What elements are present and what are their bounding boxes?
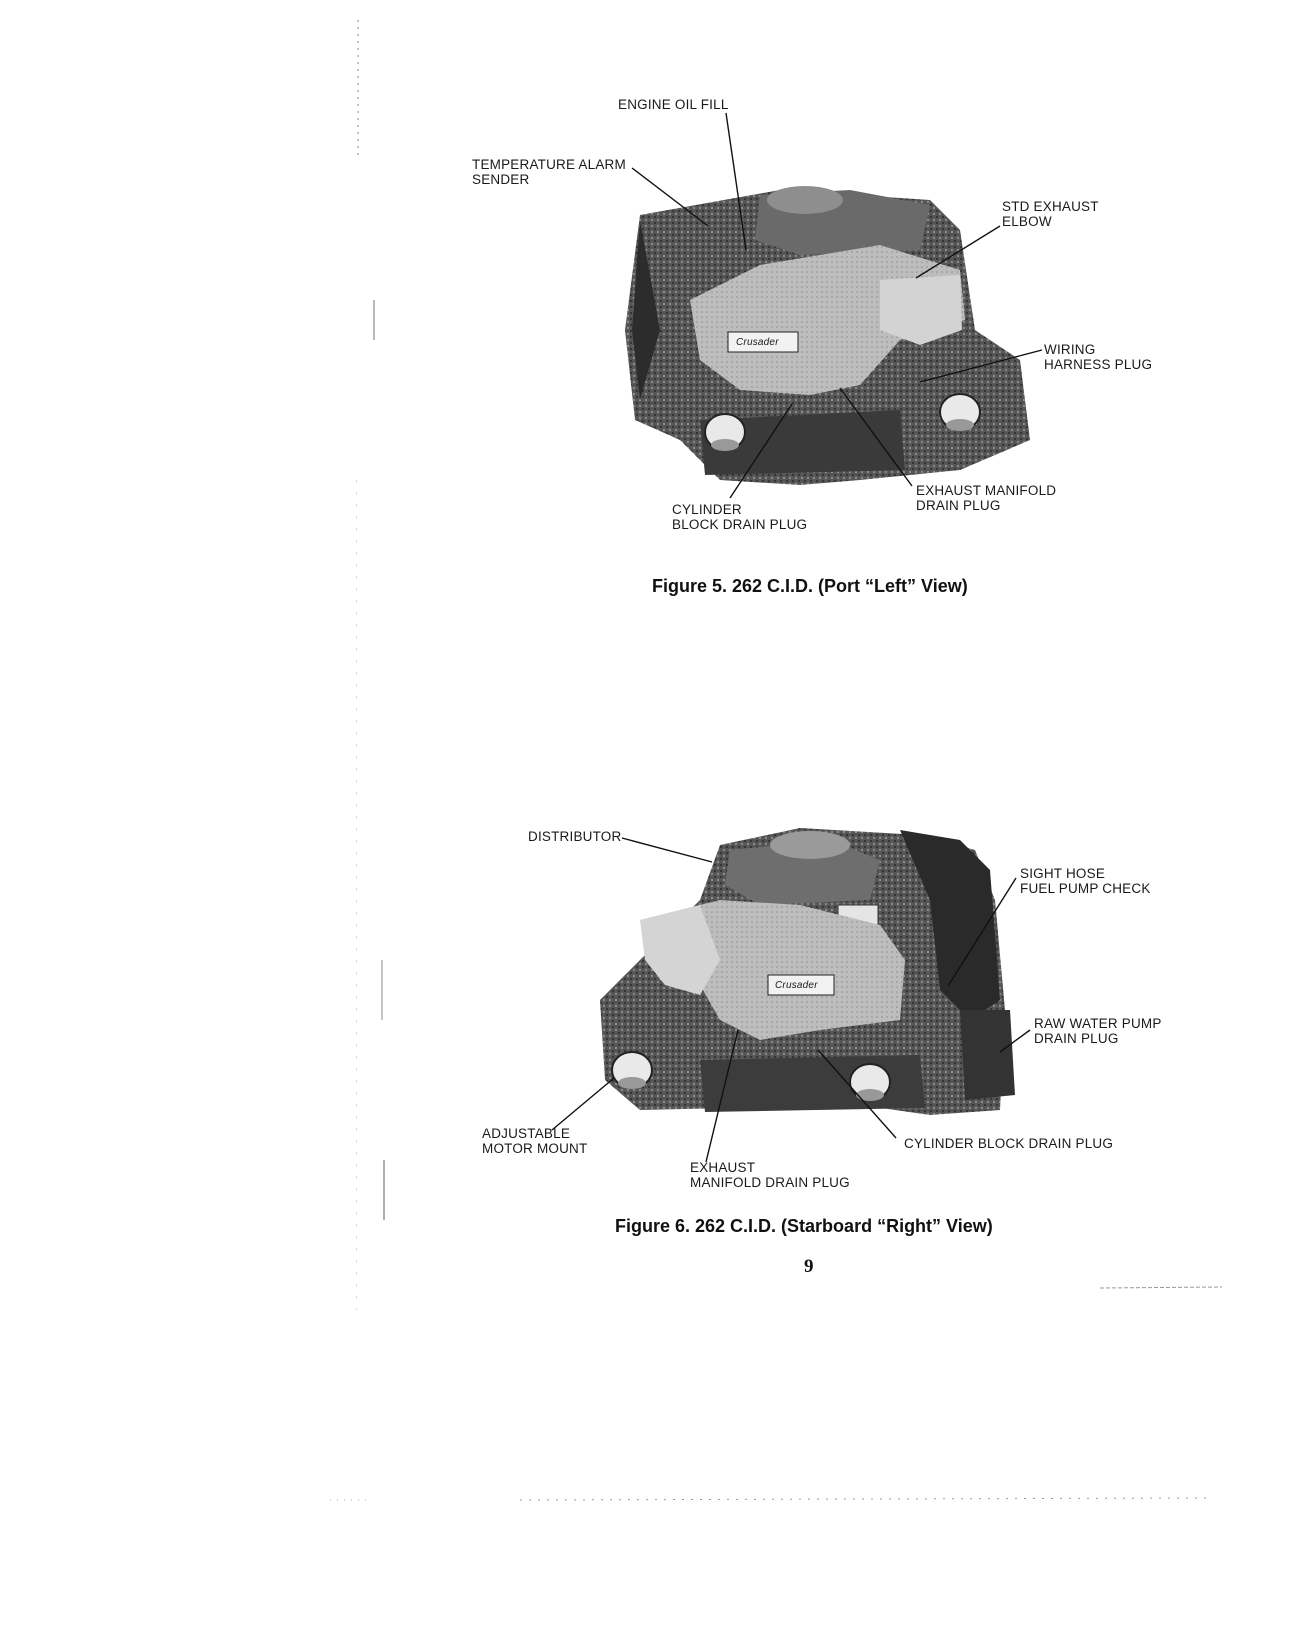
- crusader-badge: Crusader: [736, 337, 779, 348]
- label-engine-oil-fill: ENGINE OIL FILL: [618, 97, 729, 112]
- label-exhaust-manifold-drain-plug: EXHAUST MANIFOLD DRAIN PLUG: [916, 483, 1057, 513]
- label-adjustable-motor-mount: ADJUSTABLE MOTOR MOUNT: [482, 1126, 588, 1156]
- leader-adjustable-motor-mount: [552, 1078, 614, 1130]
- crusader-badge-6: Crusader: [775, 980, 818, 991]
- label-distributor: DISTRIBUTOR: [528, 829, 622, 844]
- label-cylinder-block-drain-plug: CYLINDER BLOCK DRAIN PLUG: [672, 502, 808, 532]
- figure-5-caption: Figure 5. 262 C.I.D. (Port “Left” View): [652, 576, 968, 596]
- figure-6-caption: Figure 6. 262 C.I.D. (Starboard “Right” View): [615, 1216, 993, 1236]
- label-wiring-harness-plug: WIRING HARNESS PLUG: [1044, 342, 1153, 372]
- leader-distributor: [622, 838, 712, 862]
- page-number: 9: [804, 1256, 814, 1277]
- label-raw-water-pump-drain-plug: RAW WATER PUMP DRAIN PLUG: [1034, 1016, 1162, 1046]
- label-cylinder-block-drain-plug-6: CYLINDER BLOCK DRAIN PLUG: [904, 1136, 1114, 1151]
- label-std-exhaust-elbow: STD EXHAUST ELBOW: [1002, 199, 1099, 229]
- label-exhaust-manifold-drain-plug-6: EXHAUST MANIFOLD DRAIN PLUG: [690, 1160, 850, 1190]
- label-temperature-alarm-sender: TEMPERATURE ALARM SENDER: [472, 157, 626, 187]
- label-sight-hose-fuel-pump-check: SIGHT HOSE FUEL PUMP CHECK: [1020, 866, 1151, 896]
